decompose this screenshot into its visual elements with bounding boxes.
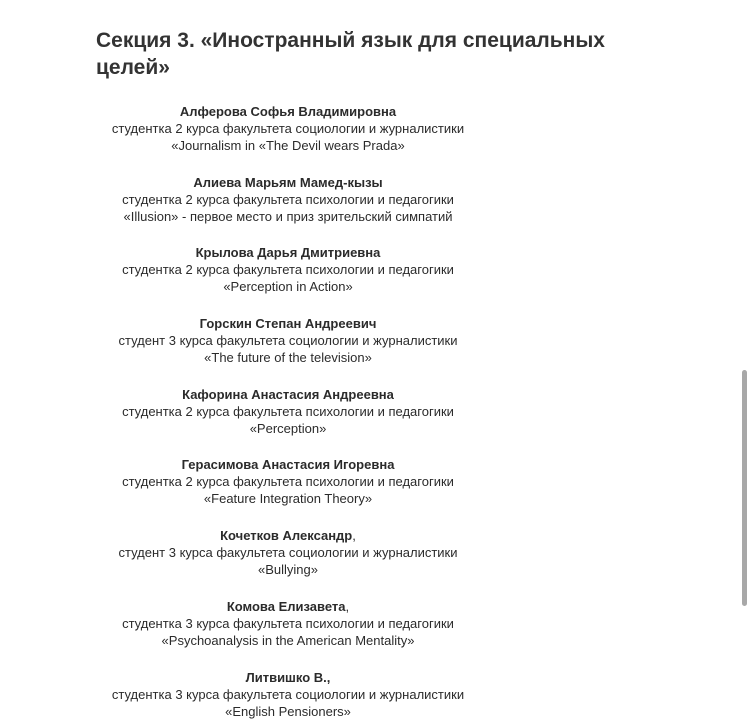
participants-list (0, 103, 576, 726)
participant-affiliation: студентка 2 курса факультета социологии и журналистики (111, 121, 465, 136)
participant-entry (0, 315, 576, 386)
participant-affiliation: студентка 2 курса факультета психологии и педагогики (122, 191, 454, 207)
participant-affiliation: студентка 3 курса факультета социологии и журналистики (111, 686, 465, 702)
participant-topic: «Perception» (249, 420, 327, 436)
participant-entry (0, 386, 576, 457)
participant-topic: «Perception in Action» (223, 279, 353, 295)
vertical-scrollbar[interactable] (740, 0, 750, 726)
participant-entry (0, 174, 576, 245)
participant-entry (0, 527, 576, 598)
participant-entry (0, 669, 576, 726)
participant-topic: «The future of the television» (204, 350, 372, 366)
participant-name: Горскин Степан Андреевич (199, 316, 377, 332)
participant-affiliation: студент 3 курса факультета социологии и журналистики (118, 545, 458, 561)
participant-affiliation: студентка 2 курса факультета психологии и педагогики (122, 403, 454, 419)
participant-topic: «Journalism in «The Devil wears Prada» (171, 138, 405, 153)
section-title: Секция 3. «Иностранный язык для специальных целей» (96, 29, 605, 79)
participant-topic: «Bullying» (258, 562, 318, 578)
participant-name: Кафорина Анастасия Андреевна (182, 386, 394, 402)
participant-entry (0, 598, 576, 669)
participant-affiliation: студентка 2 курса факультета психологии и педагогики (122, 262, 454, 278)
participant-topic: «English Pensioners» (225, 703, 351, 719)
participant-affiliation: студентка 3 курса факультета психологии и педагогики (122, 615, 454, 631)
participant-name: Крылова Дарья Дмитриевна (195, 245, 381, 261)
participant-affiliation: студент 3 курса факультета социологии и журналистики (118, 333, 458, 349)
participant-name: Алферова Софья Владимировна (179, 104, 397, 119)
participant-name: Герасимова Анастасия Игоревна (181, 457, 395, 473)
participant-name: Алиева Марьям Мамед-кызы (193, 174, 383, 190)
participant-topic: «Feature Integration Theory» (203, 491, 373, 507)
participant-name: Комова Елизавета, (226, 598, 350, 614)
participant-affiliation: студентка 2 курса факультета психологии и педагогики (122, 474, 454, 490)
participant-name: Литвишко В., (245, 669, 331, 685)
participant-entry (0, 456, 576, 527)
participant-entry (0, 103, 576, 174)
participant-entry (0, 244, 576, 315)
participant-topic: «Illusion» - первое место и приз зрительский симпатий (123, 208, 453, 224)
participant-name: Кочетков Александр, (220, 528, 356, 544)
scrollbar-thumb[interactable] (742, 370, 747, 606)
participant-topic: «Psychoanalysis in the American Mentality» (161, 632, 415, 648)
